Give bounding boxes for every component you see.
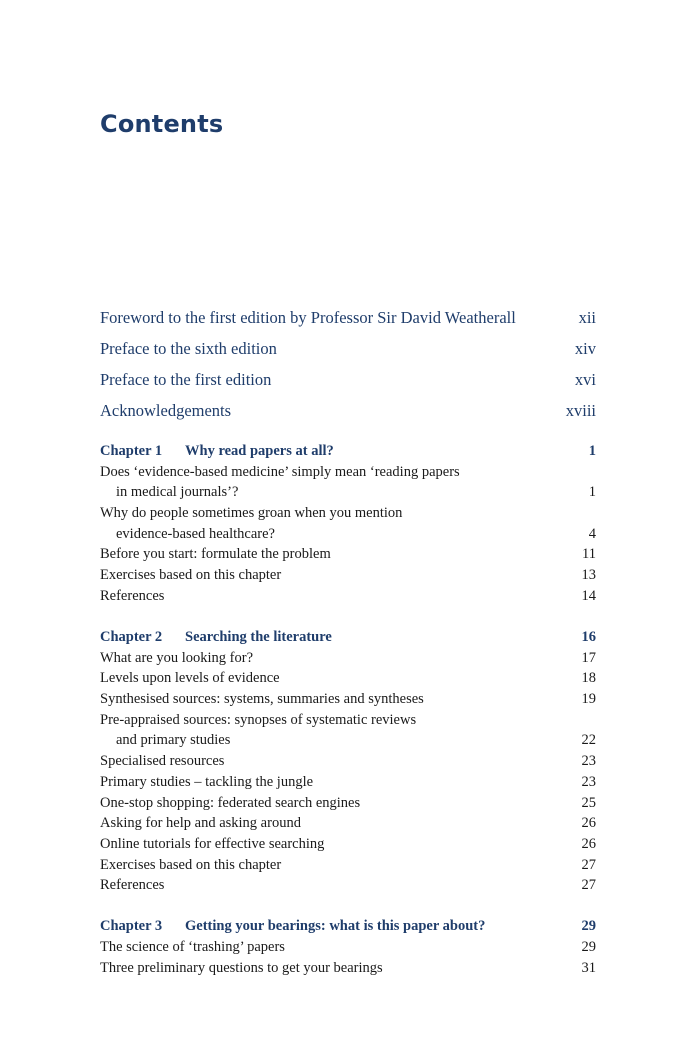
toc-entry-title: Levels upon levels of evidence bbox=[100, 670, 280, 687]
toc-page-number: 27 bbox=[581, 856, 596, 873]
chapter-number: Chapter 3 bbox=[100, 918, 163, 935]
toc-page-number: 23 bbox=[581, 773, 596, 790]
toc-entry-title: Three preliminary questions to get your bearings bbox=[100, 959, 383, 976]
toc-entry[interactable] bbox=[100, 648, 596, 669]
chapter-title: Why read papers at all? bbox=[185, 443, 334, 459]
chapter-page-number: 1 bbox=[588, 443, 596, 459]
toc-entry[interactable] bbox=[100, 544, 596, 565]
toc-page-number: 18 bbox=[581, 670, 596, 687]
toc-entry-title: The science of ‘trashing’ papers bbox=[100, 939, 285, 956]
toc-entry[interactable] bbox=[100, 793, 596, 814]
toc-entry[interactable] bbox=[100, 710, 596, 731]
toc-page-number: 11 bbox=[582, 546, 596, 563]
toc-page-number: 1 bbox=[588, 484, 596, 501]
toc-entry-title: and primary studies bbox=[116, 732, 231, 749]
toc-entry[interactable] bbox=[100, 834, 596, 855]
chapter-number: Chapter 1 bbox=[100, 443, 163, 459]
toc-entry-title: in medical journals’? bbox=[116, 484, 239, 501]
toc-page-number: 4 bbox=[588, 525, 596, 542]
toc-page-number: 25 bbox=[581, 794, 596, 811]
toc-entry-title: Acknowledgements bbox=[100, 401, 232, 420]
toc-entry-title: References bbox=[100, 877, 165, 894]
toc-entry-title: evidence-based healthcare? bbox=[116, 525, 275, 542]
toc-entry-title: Exercises based on this chapter bbox=[100, 567, 282, 584]
toc-page-number: 27 bbox=[581, 877, 596, 894]
chapter-1-section bbox=[100, 441, 596, 607]
toc-page-number: 17 bbox=[581, 649, 596, 666]
toc-entry-title: Preface to the first edition bbox=[100, 370, 272, 389]
toc-entry[interactable] bbox=[100, 586, 596, 607]
chapter-2-heading[interactable] bbox=[100, 627, 596, 648]
toc-page-number: 23 bbox=[581, 753, 596, 770]
toc-entry-title: Online tutorials for effective searching bbox=[100, 835, 325, 852]
toc-page-number: xviii bbox=[565, 401, 596, 420]
toc-entry-title: One-stop shopping: federated search engines bbox=[100, 794, 361, 811]
toc-page-number: xvi bbox=[574, 370, 596, 389]
toc-entry-title: Specialised resources bbox=[100, 753, 225, 770]
toc-entry[interactable] bbox=[100, 772, 596, 793]
chapter-1-heading[interactable] bbox=[100, 441, 596, 462]
chapter-3-heading[interactable] bbox=[100, 916, 596, 937]
toc-entry[interactable] bbox=[100, 689, 596, 710]
chapter-2-section bbox=[100, 627, 596, 896]
toc-entry-title: Why do people sometimes groan when you mention bbox=[100, 505, 403, 522]
toc-entry-title: Pre-appraised sources: synopses of systematic reviews bbox=[100, 711, 417, 728]
toc-page-number: 26 bbox=[581, 815, 596, 832]
toc-entry[interactable] bbox=[100, 958, 596, 979]
toc-page-number: 26 bbox=[581, 835, 596, 852]
toc-entry-title: Asking for help and asking around bbox=[100, 815, 301, 832]
chapter-page-number: 16 bbox=[581, 629, 596, 645]
toc-entry[interactable] bbox=[100, 565, 596, 586]
toc-page-number: 14 bbox=[581, 587, 596, 604]
toc-entry-continuation[interactable] bbox=[100, 524, 596, 545]
toc-entry[interactable] bbox=[100, 813, 596, 834]
toc-entry-title: Foreword to the first edition by Professor Sir David Weatherall bbox=[100, 308, 516, 327]
toc-page-number: xiv bbox=[574, 339, 596, 358]
toc-entry[interactable] bbox=[100, 875, 596, 896]
toc-page-number: 31 bbox=[581, 959, 596, 976]
toc-entry[interactable] bbox=[100, 937, 596, 958]
toc-page-number: 29 bbox=[581, 939, 596, 956]
toc-page-number: 22 bbox=[581, 732, 596, 749]
chapter-title: Getting your bearings: what is this paper about? bbox=[185, 918, 486, 935]
chapter-3-section bbox=[100, 916, 596, 978]
toc-entry-foreword[interactable] bbox=[100, 305, 596, 336]
toc-entry-title: What are you looking for? bbox=[100, 649, 254, 666]
toc-entry-title: Exercises based on this chapter bbox=[100, 856, 282, 873]
toc-entry[interactable] bbox=[100, 855, 596, 876]
toc-entry-preface-first[interactable] bbox=[100, 367, 596, 398]
toc-entry[interactable] bbox=[100, 751, 596, 772]
toc-entry-continuation[interactable] bbox=[100, 482, 596, 503]
toc-entry-title: Does ‘evidence-based medicine’ simply mean ‘reading papers bbox=[100, 463, 460, 480]
toc-entry-preface-sixth[interactable] bbox=[100, 336, 596, 367]
chapter-list bbox=[100, 441, 596, 999]
toc-entry-title: Before you start: formulate the problem bbox=[100, 546, 331, 563]
toc-entry[interactable] bbox=[100, 462, 596, 483]
toc-entry-title: Preface to the sixth edition bbox=[100, 339, 277, 358]
toc-page-number: xii bbox=[578, 308, 596, 327]
toc-entry[interactable] bbox=[100, 668, 596, 689]
chapter-title: Searching the literature bbox=[185, 629, 332, 645]
toc-entry-title: Primary studies – tackling the jungle bbox=[100, 773, 314, 790]
toc-entry-title: References bbox=[100, 587, 165, 604]
toc-page-number: 19 bbox=[581, 691, 596, 708]
chapter-number: Chapter 2 bbox=[100, 629, 163, 645]
toc-page-number: 13 bbox=[581, 567, 596, 584]
front-matter-list bbox=[100, 305, 596, 429]
toc-entry-continuation[interactable] bbox=[100, 730, 596, 751]
chapter-page-number: 29 bbox=[581, 918, 596, 935]
toc-entry[interactable] bbox=[100, 503, 596, 524]
toc-entry-acknowledgements[interactable] bbox=[100, 398, 596, 429]
page-title: Contents bbox=[100, 110, 224, 138]
toc-entry-title: Synthesised sources: systems, summaries and syntheses bbox=[100, 691, 424, 708]
